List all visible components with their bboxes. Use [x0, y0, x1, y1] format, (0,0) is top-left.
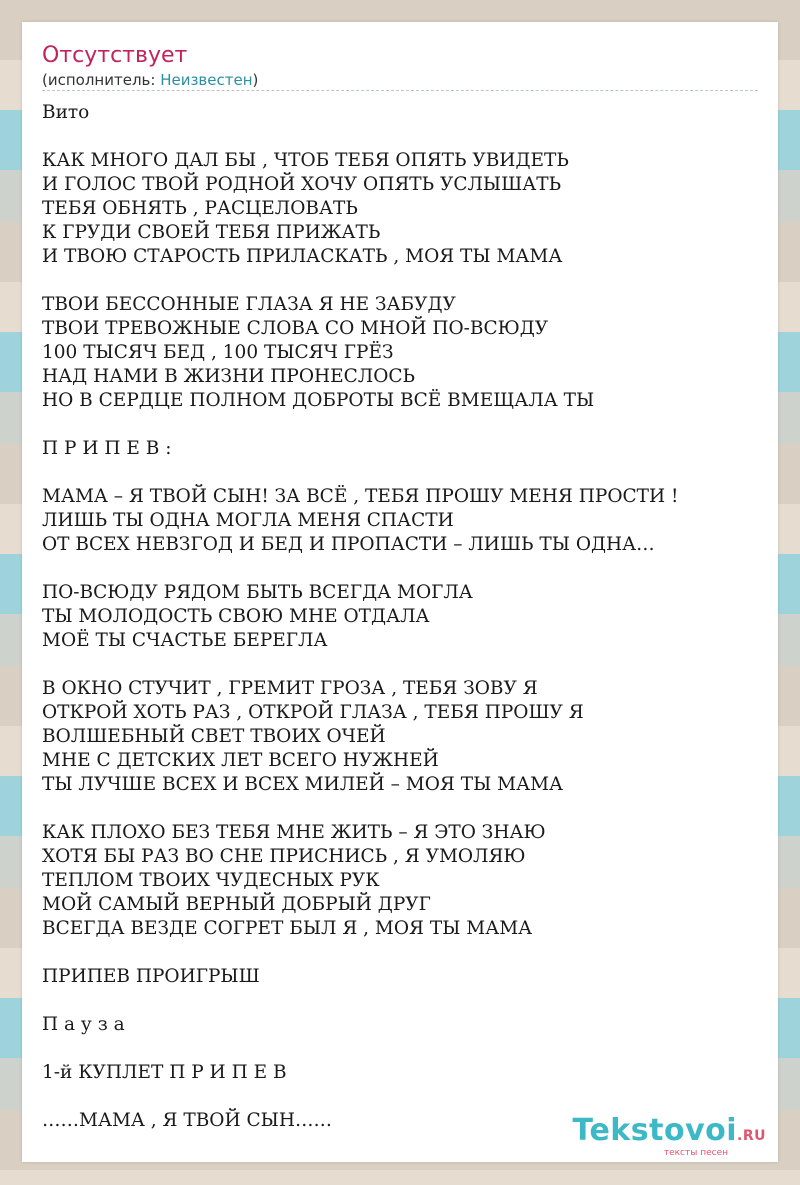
lyrics-line: ВСЕГДА ВЕЗДЕ СОГРЕТ БЫЛ Я , МОЯ ТЫ МАМА: [42, 918, 533, 939]
watermark-logo: [572, 1115, 766, 1152]
lyrics-line: И ГОЛОС ТВОЙ РОДНОЙ ХОЧУ ОПЯТЬ УСЛЫШАТЬ: [42, 174, 562, 195]
lyrics-line: Вито: [42, 102, 90, 123]
lyrics-line: И ТВОЮ СТАРОСТЬ ПРИЛАСКАТЬ , МОЯ ТЫ МАМА: [42, 246, 563, 267]
lyrics-line: ТВОИ ТРЕВОЖНЫЕ СЛОВА СО МНОЙ ПО-ВСЮДУ: [42, 318, 549, 339]
lyrics-blank-line: [42, 653, 758, 677]
lyrics-line: ХОТЯ БЫ РАЗ ВО СНЕ ПРИСНИСЬ , Я УМОЛЯЮ: [42, 846, 526, 867]
lyrics-card: [22, 22, 778, 1162]
lyrics-line: П Р И П Е В :: [42, 438, 172, 459]
lyrics-line: ТЫ МОЛОДОСТЬ СВОЮ МНЕ ОТДАЛА: [42, 606, 430, 627]
lyrics-line: КАК ПЛОХО БЕЗ ТЕБЯ МНЕ ЖИТЬ – Я ЭТО ЗНАЮ: [42, 822, 546, 843]
artist-suffix: ): [252, 71, 259, 89]
lyrics-blank-line: [42, 1037, 758, 1061]
lyrics-line: П а у з а: [42, 1014, 125, 1035]
lyrics-line: ОТ ВСЕХ НЕВЗГОД И БЕД И ПРОПАСТИ – ЛИШЬ ТЫ ОДНА…: [42, 534, 655, 555]
lyrics-blank-line: [42, 941, 758, 965]
lyrics-blank-line: [42, 989, 758, 1013]
lyrics-line: ВОЛШЕБНЫЙ СВЕТ ТВОИХ ОЧЕЙ: [42, 726, 386, 747]
lyrics-line: ПРИПЕВ ПРОИГРЫШ: [42, 966, 260, 987]
lyrics-line: ТЕБЯ ОБНЯТЬ , РАСЦЕЛОВАТЬ: [42, 198, 358, 219]
lyrics-blank-line: [42, 797, 758, 821]
watermark-tld: .RU: [737, 1128, 766, 1144]
song-title: Отсутствует: [42, 43, 188, 68]
artist-link[interactable]: Неизвестен: [160, 71, 253, 89]
lyrics-blank-line: [42, 1085, 758, 1109]
lyrics-blank-line: [42, 413, 758, 437]
lyrics-line: К ГРУДИ СВОЕЙ ТЕБЯ ПРИЖАТЬ: [42, 222, 381, 243]
lyrics-line: ОТКРОЙ ХОТЬ РАЗ , ОТКРОЙ ГЛАЗА , ТЕБЯ ПРОШУ Я: [42, 702, 584, 723]
title-divider: [42, 90, 758, 91]
lyrics-line: ТЕПЛОМ ТВОИХ ЧУДЕСНЫХ РУК: [42, 870, 380, 891]
lyrics-line: МНЕ С ДЕТСКИХ ЛЕТ ВСЕГО НУЖНЕЙ: [42, 750, 439, 771]
artist-prefix: (исполнитель:: [42, 71, 161, 89]
lyrics-blank-line: [42, 557, 758, 581]
lyrics-line: КАК МНОГО ДАЛ БЫ , ЧТОБ ТЕБЯ ОПЯТЬ УВИДЕТЬ: [42, 150, 569, 171]
lyrics-blank-line: [42, 125, 758, 149]
lyrics-line: ……МАМА , Я ТВОЙ СЫН……: [42, 1110, 332, 1131]
artist-line: [42, 70, 258, 90]
lyrics-text: [42, 101, 758, 1133]
lyrics-line: ТЫ ЛУЧШЕ ВСЕХ И ВСЕХ МИЛЕЙ – МОЯ ТЫ МАМА: [42, 774, 564, 795]
lyrics-line: В ОКНО СТУЧИТ , ГРЕМИТ ГРОЗА , ТЕБЯ ЗОВУ Я: [42, 678, 538, 699]
lyrics-blank-line: [42, 269, 758, 293]
watermark-name: Tekstovoi: [572, 1113, 738, 1148]
lyrics-line: МАМА – Я ТВОЙ СЫН! ЗА ВСЁ , ТЕБЯ ПРОШУ МЕНЯ ПРОСТИ !: [42, 486, 679, 507]
lyrics-line: 1-й КУПЛЕТ П Р И П Е В: [42, 1062, 287, 1083]
lyrics-line: 100 ТЫСЯЧ БЕД , 100 ТЫСЯЧ ГРЁЗ: [42, 342, 394, 363]
lyrics-line: НО В СЕРДЦЕ ПОЛНОМ ДОБРОТЫ ВСЁ ВМЕЩАЛА ТЫ: [42, 390, 595, 411]
lyrics-line: МОЁ ТЫ СЧАСТЬЕ БЕРЕГЛА: [42, 630, 328, 651]
site-watermark: [572, 1115, 766, 1158]
watermark-tagline: тексты песен: [663, 1148, 728, 1158]
lyrics-line: МОЙ САМЫЙ ВЕРНЫЙ ДОБРЫЙ ДРУГ: [42, 894, 431, 915]
lyrics-line: ЛИШЬ ТЫ ОДНА МОГЛА МЕНЯ СПАСТИ: [42, 510, 454, 531]
lyrics-blank-line: [42, 461, 758, 485]
lyrics-line: ТВОИ БЕССОННЫЕ ГЛАЗА Я НЕ ЗАБУДУ: [42, 294, 456, 315]
lyrics-line: ПО-ВСЮДУ РЯДОМ БЫТЬ ВСЕГДА МОГЛА: [42, 582, 473, 603]
lyrics-line: НАД НАМИ В ЖИЗНИ ПРОНЕСЛОСЬ: [42, 366, 415, 387]
